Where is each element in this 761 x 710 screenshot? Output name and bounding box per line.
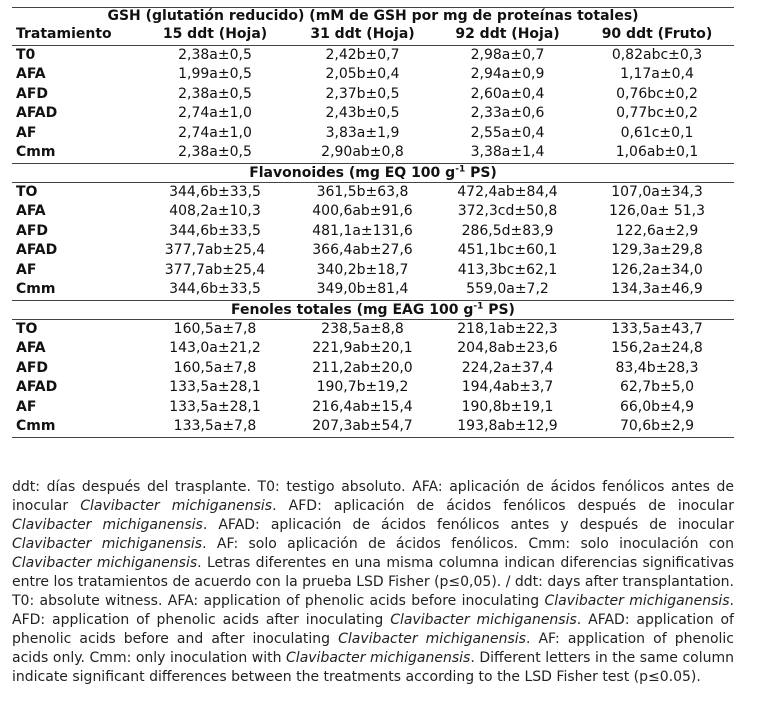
treatment-label: TO — [16, 183, 38, 200]
table-cell: 66,0b±4,9 — [619, 398, 695, 415]
table-row — [12, 143, 734, 163]
table-cell: 3,83a±1,9 — [325, 124, 400, 141]
table-cell: 160,5a±7,8 — [173, 320, 257, 337]
footnote-text: . AFAD: application of phenolic acids before and after inoculating — [12, 612, 734, 647]
table-cell: 2,38a±0,5 — [178, 46, 252, 63]
table-cell: 413,3bc±62,1 — [457, 261, 558, 278]
footnote-text: . AFD: aplicación de ácidos fenólicos después de inocular — [272, 498, 734, 514]
table-cell: 207,3ab±54,7 — [290, 417, 435, 437]
table-cell: 134,3a±46,9 — [611, 281, 703, 297]
table-cell: 133,5a±28,1 — [169, 398, 261, 415]
table-cell: 0,77bc±0,2 — [616, 105, 698, 121]
table-row — [12, 339, 734, 359]
table-cell: 70,6b±2,9 — [580, 417, 734, 437]
table-cell: 2,42b±0,7 — [325, 46, 400, 63]
table-cell: 344,6b±33,5 — [169, 281, 261, 297]
section-title-exponent: -1 — [455, 163, 466, 174]
species-name: Clavibacter michiganensis — [12, 517, 203, 533]
results-table — [12, 8, 734, 438]
column-header-92ddt: 92 ddt (Hoja) — [435, 25, 580, 45]
table-cell: 0,76bc±0,2 — [616, 85, 698, 102]
treatment-label: Cmm — [12, 417, 140, 437]
table-cell: 133,5a±28,1 — [169, 379, 261, 395]
table-cell: 481,1a±131,6 — [312, 222, 413, 239]
treatment-label: AFA — [16, 66, 46, 82]
section-title-text: PS) — [465, 164, 497, 181]
table-row — [12, 398, 734, 418]
treatment-label: AFD — [16, 85, 49, 102]
table-cell: 400,6ab±91,6 — [312, 203, 413, 219]
table-cell: 216,4ab±15,4 — [312, 398, 413, 415]
table-cell: 2,05b±0,4 — [325, 66, 400, 82]
gsh-section-title: GSH (glutatión reducido) (mM de GSH por mg de proteínas totales) — [107, 8, 639, 24]
table-cell: 107,0a±34,3 — [611, 183, 703, 200]
treatment-label: AFD — [16, 222, 49, 239]
column-header-31ddt: 31 ddt (Hoja) — [290, 25, 435, 45]
table-row — [12, 222, 734, 242]
table-row — [12, 104, 734, 124]
table-cell: 472,4ab±84,4 — [457, 183, 558, 200]
table-cell: 286,5d±83,9 — [461, 222, 554, 239]
column-header-row — [12, 25, 734, 45]
table-row — [12, 280, 734, 300]
table-cell: 126,0a± 51,3 — [609, 203, 706, 219]
table-cell: 194,4ab±3,7 — [461, 379, 554, 395]
table-cell: 408,2a±10,3 — [169, 203, 261, 219]
treatment-label: Cmm — [16, 144, 56, 160]
fenoles-section-title — [12, 300, 734, 319]
table-row — [12, 378, 734, 398]
footnote-text: . AFD: application of phenolic acids after inoculating — [12, 593, 734, 628]
treatment-label: AFA — [16, 203, 46, 219]
table-cell: 3,38a±1,4 — [470, 144, 545, 160]
table-cell: 2,37b±0,5 — [325, 85, 400, 102]
table-cell: 366,4ab±27,6 — [312, 242, 413, 258]
table-cell: 372,3cd±50,8 — [457, 203, 558, 219]
table-cell: 1,06ab±0,1 — [615, 144, 699, 160]
flavonoides-section-title — [12, 163, 734, 182]
table-cell: 2,98a±0,7 — [470, 46, 545, 63]
treatment-label: AFAD — [16, 379, 58, 395]
table-cell: 218,1ab±22,3 — [457, 320, 558, 337]
section-title-text: PS) — [483, 301, 515, 318]
table-cell: 204,8ab±23,6 — [457, 340, 558, 356]
table-row — [12, 124, 734, 144]
table-row — [12, 417, 734, 437]
table-cell: 361,5b±63,8 — [316, 183, 409, 200]
table-cell: 2,38a±0,5 — [178, 85, 252, 102]
footnote-text: . AF: solo aplicación de ácidos fenólicos. Cmm: solo inoculación con — [202, 536, 734, 552]
section-title-exponent: -1 — [473, 300, 484, 311]
table-cell: 451,1bc±60,1 — [457, 242, 558, 258]
table-row — [12, 241, 734, 261]
table-cell: 0,61c±0,1 — [620, 124, 694, 141]
table-cell: 2,38a±0,5 — [178, 144, 252, 160]
treatment-label: T0 — [16, 46, 36, 63]
table-cell: 190,8b±19,1 — [461, 398, 554, 415]
species-name: Clavibacter michiganensis — [544, 593, 730, 609]
treatment-label: AF — [16, 261, 37, 278]
table-cell: 133,5a±43,7 — [611, 320, 703, 337]
table-cell: 2,55a±0,4 — [470, 124, 545, 141]
table-cell: 1,99a±0,5 — [178, 66, 252, 82]
table-cell: 143,0a±21,2 — [169, 340, 261, 356]
table-cell: 2,94a±0,9 — [470, 66, 545, 82]
table-cell: 129,3a±29,8 — [611, 242, 703, 258]
treatment-label: Cmm — [16, 281, 56, 297]
section-title-text: Fenoles totales (mg EAG 100 g — [231, 301, 474, 318]
table-row — [12, 182, 734, 202]
fenoles-section-header — [12, 300, 734, 319]
species-name: Clavibacter michiganensis — [338, 631, 526, 647]
table-cell: 160,5a±7,8 — [173, 359, 257, 376]
table-row — [12, 359, 734, 379]
table-row — [12, 202, 734, 222]
table-cell: 2,60a±0,4 — [470, 85, 545, 102]
table-cell: 2,74a±1,0 — [178, 105, 252, 121]
table-cell: 2,33a±0,6 — [470, 105, 545, 121]
table-cell: 190,7b±19,2 — [316, 379, 409, 395]
treatment-label: AF — [16, 398, 37, 415]
treatment-label: AFAD — [16, 242, 58, 258]
table-cell: 1,17a±0,4 — [620, 66, 694, 82]
table-row — [12, 261, 734, 281]
treatment-label: AF — [16, 124, 37, 141]
table-cell: 559,0a±7,2 — [466, 281, 549, 297]
table-cell: 224,2a±37,4 — [461, 359, 554, 376]
species-name: Clavibacter michiganensis — [12, 555, 198, 571]
footnote-text: . AF: application of phenolic acids only. Cmm: only inoculation with — [12, 631, 734, 666]
table-cell: 377,7ab±25,4 — [164, 261, 266, 278]
column-header-15ddt: 15 ddt (Hoja) — [140, 25, 290, 45]
footnote-text: . Letras diferentes en una misma columna indican diferencias significativas entre los tratamientos de acuerdo con la prueba LSD Fisher (p≤0,05). / ddt: days after transplantation. T0: absolute witness. AFA: application of phenolic acids before inoculating — [12, 555, 734, 609]
table-cell: 156,2a±24,8 — [611, 340, 703, 356]
table-row — [12, 65, 734, 85]
species-name: Clavibacter michiganensis — [80, 498, 273, 514]
treatment-label: AFAD — [16, 105, 58, 121]
column-header-treatment: Tratamiento — [12, 25, 140, 45]
table-row — [12, 85, 734, 105]
table-footnote — [12, 478, 734, 687]
table-cell: 340,2b±18,7 — [316, 261, 409, 278]
column-header-90ddt-fruit: 90 ddt (Fruto) — [580, 25, 734, 45]
footnote-text: ddt: días después del trasplante. T0: testigo absoluto. AFA: aplicación de ácidos fenólicos antes de inocular — [12, 479, 734, 514]
table-cell: 2,90ab±0,8 — [321, 144, 404, 160]
flavonoides-section-header — [12, 163, 734, 182]
table-cell: 221,9ab±20,1 — [312, 340, 413, 356]
table-cell: 377,7ab±25,4 — [164, 242, 266, 258]
table-cell: 349,0b±81,4 — [316, 281, 409, 297]
table-cell: 344,6b±33,5 — [169, 183, 261, 200]
species-name: Clavibacter michiganensis — [286, 650, 471, 666]
table-cell: 122,6a±2,9 — [615, 222, 699, 239]
footnote-text: . AFAD: aplicación de ácidos fenólicos antes y después de inocular — [202, 517, 734, 533]
table-cell: 211,2ab±20,0 — [312, 359, 413, 376]
footnote-text: . Different letters in the same column indicate significant differences between the treatments according to the LSD Fisher test (p≤0.05). — [12, 650, 735, 685]
table-cell: 344,6b±33,5 — [169, 222, 261, 239]
species-name: Clavibacter michiganensis — [12, 536, 203, 552]
table-row — [12, 45, 734, 65]
treatment-label: AFD — [16, 359, 49, 376]
table-cell: 193,8ab±12,9 — [435, 417, 580, 437]
table-cell: 126,2a±34,0 — [611, 261, 703, 278]
treatment-label: TO — [16, 320, 38, 337]
table-cell: 83,4b±28,3 — [615, 359, 699, 376]
species-name: Clavibacter michiganensis — [390, 612, 577, 628]
table-cell: 238,5a±8,8 — [321, 320, 404, 337]
table-row — [12, 319, 734, 339]
treatment-label: AFA — [16, 340, 46, 356]
table-cell: 133,5a±7,8 — [140, 417, 290, 437]
table-cell: 0,82abc±0,3 — [611, 46, 703, 63]
table-cell: 2,74a±1,0 — [178, 124, 252, 141]
table-cell: 2,43b±0,5 — [325, 105, 400, 121]
table-cell: 62,7b±5,0 — [619, 379, 695, 395]
section-title-text: Flavonoides (mg EQ 100 g — [249, 164, 456, 181]
